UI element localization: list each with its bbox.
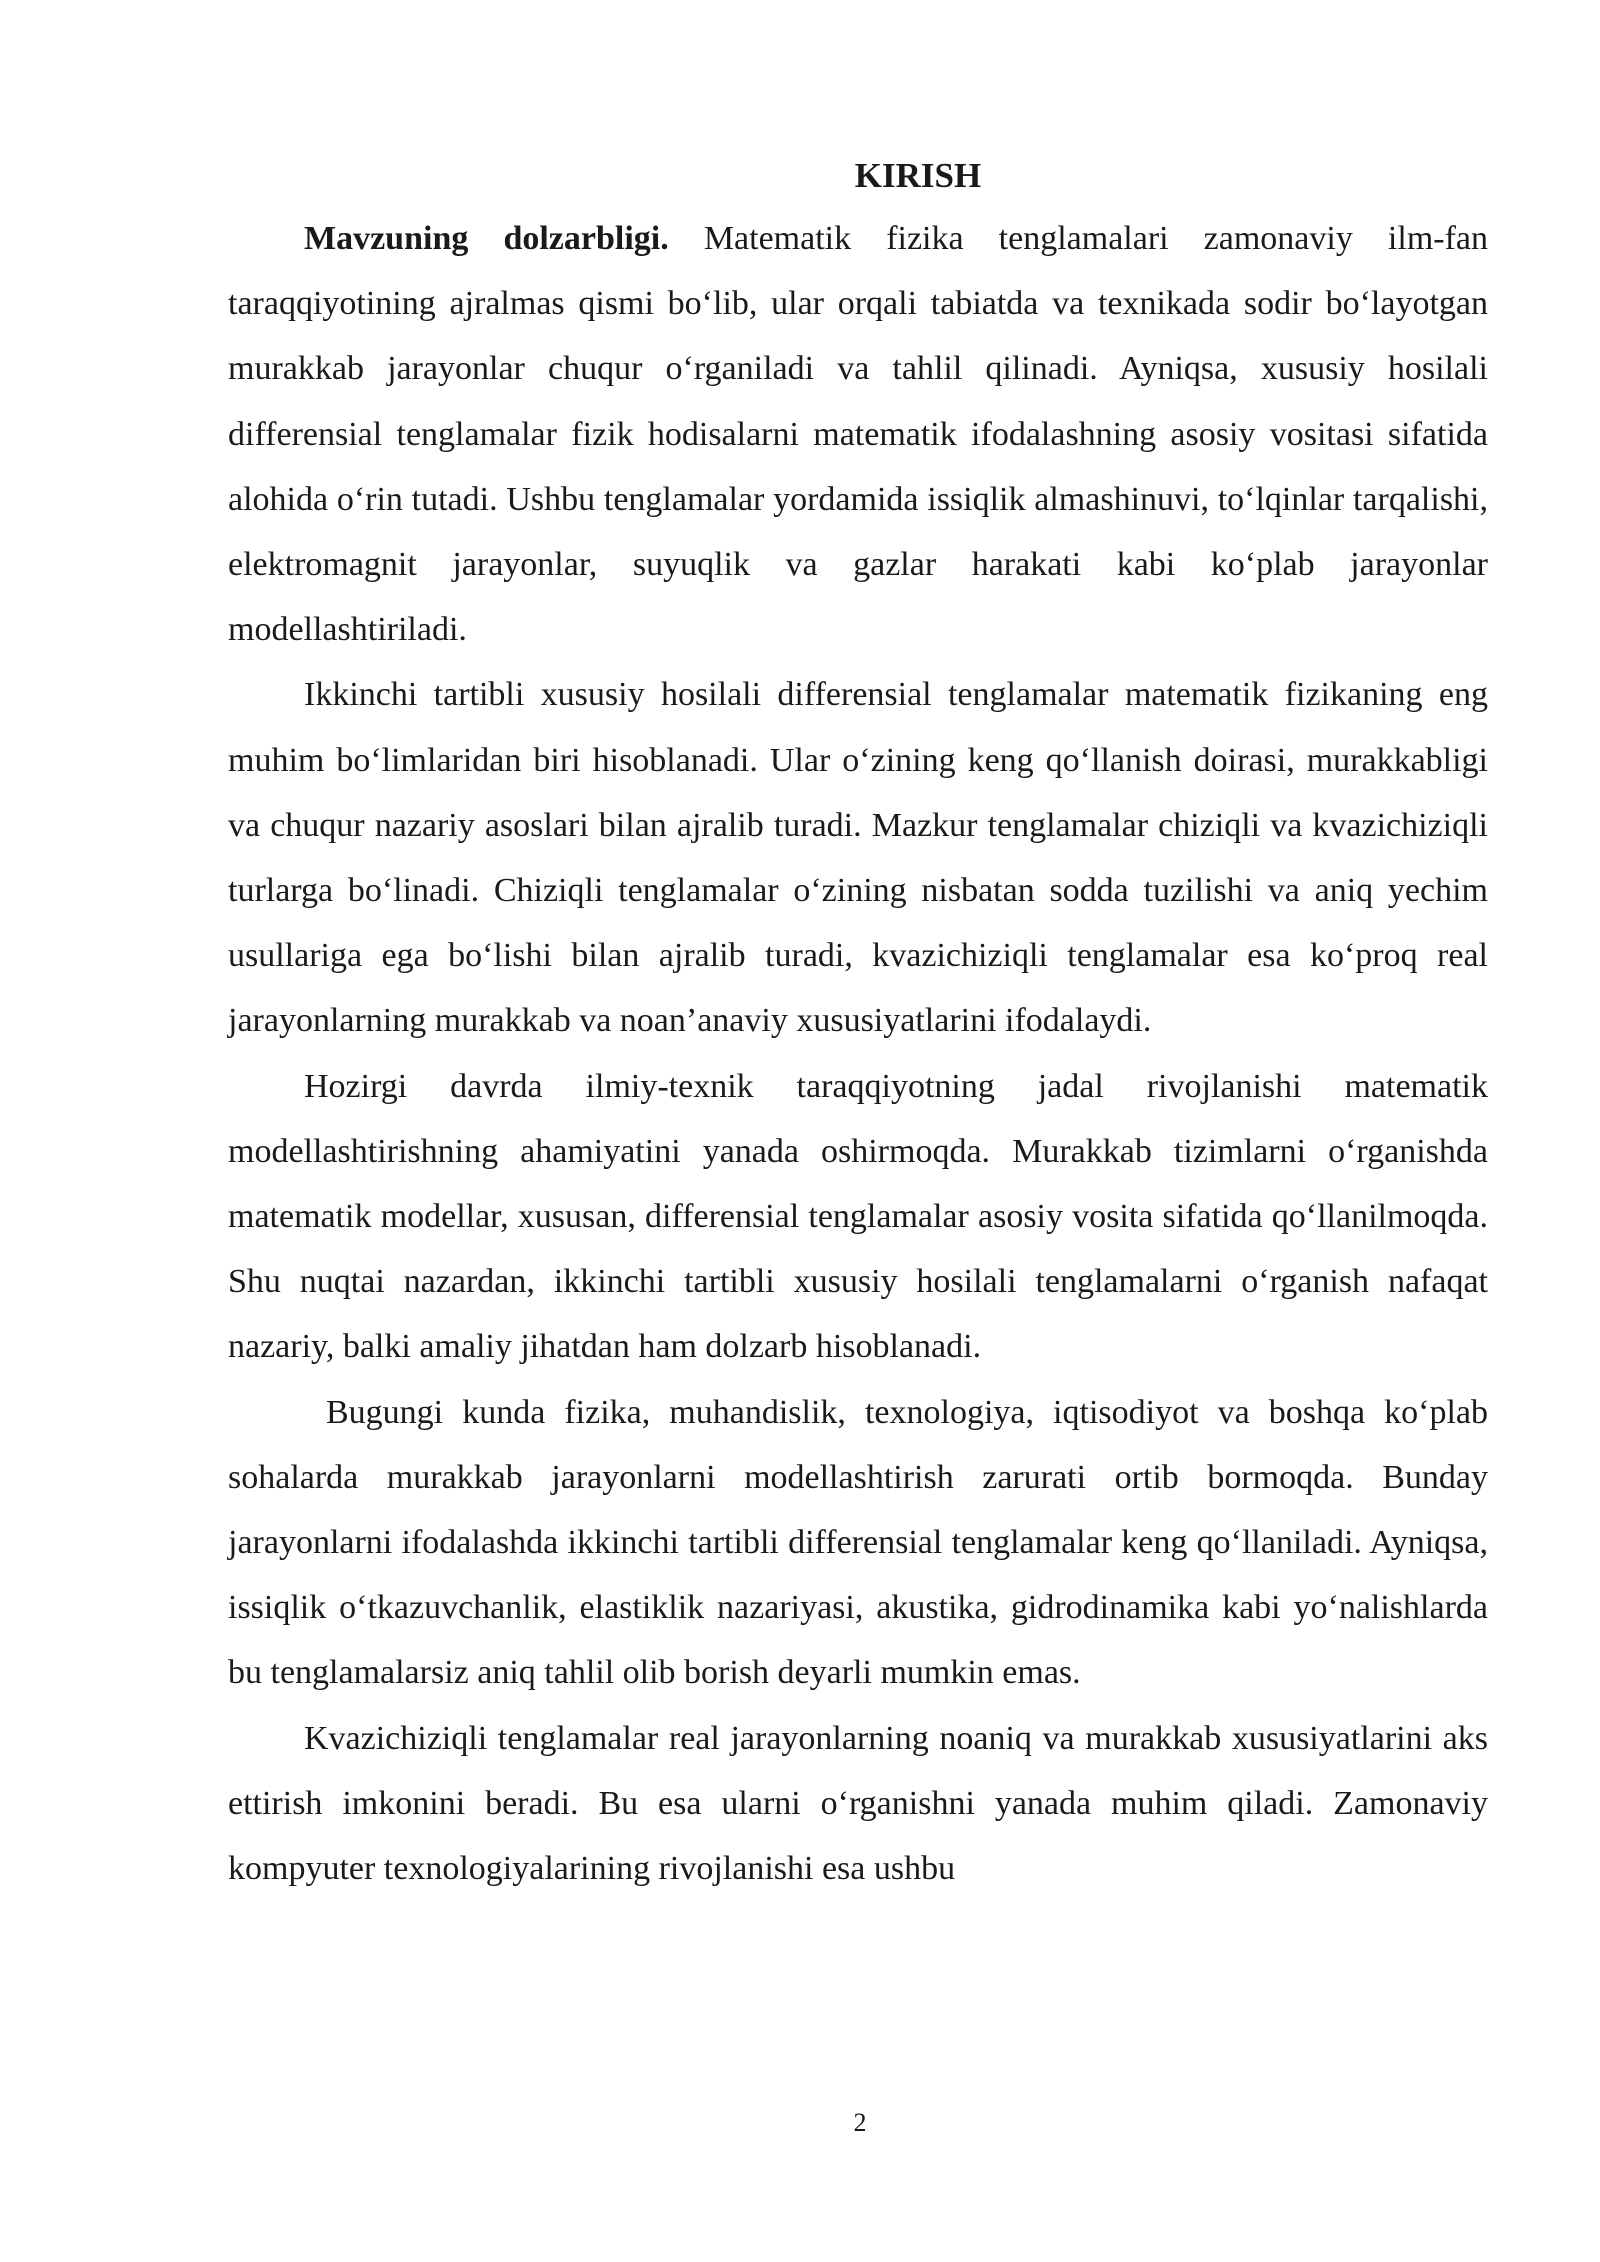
paragraph-modern-period: Hozirgi davrda ilmiy-texnik taraqqiyotning jadal rivojlanishi matematik modellashtirishning ahamiyatini yanada oshirmoqda. Murakkab tizimlarni o‘rganishda matematik modellar, xususan, differensial tenglamalar asosiy vosita sifatida qo‘llanilmoqda. Shu nuqtai nazardan, ikkinchi tartibli xususiy hosilali tenglamalarni o‘rganish nafaqat nazariy, balki amaliy jihatdan ham dolzarb hisoblanadi. — [228, 1067, 1488, 1366]
paragraph-applications: Bugungi kunda fizika, muhandislik, texnologiya, iqtisodiyot va boshqa ko‘plab sohalarda murakkab jarayonlarni modellashtirish zarurati ortib bormoqda. Bunday jarayonlarni ifodalashda ikkinchi tartibli differensial tenglamalar keng qo‘llaniladi. Ayniqsa, issiqlik o‘tkazuvchanlik, elastiklik nazariyasi, akustika, gidrodinamika kabi yo‘nalishlarda bu tenglamalarsiz aniq tahlil olib borish deyarli mumkin emas. — [228, 1393, 1488, 1692]
lead-heading: Mavzuning dolzarbligi. — [304, 220, 669, 257]
paragraph-second-order-equations: Ikkinchi tartibli xususiy hosilali differensial tenglamalar matematik fizikaning eng muhim bo‘limlaridan biri hisoblanadi. Ular o‘zining keng qo‘llanish doirasi, murakkabligi va chuqur nazariy asoslari bilan ajralib turadi. Mazkur tenglamalar chiziqli va kvazichiziqli turlarga bo‘linadi. Chiziqli tenglamalar o‘zining nisbatan sodda tuzilishi va aniq yechim usullariga ega bo‘lishi bilan ajralib turadi, kvazichiziqli tenglamalar esa ko‘proq real jarayonlarning murakkab va noan’anaviy xususiyatlarini ifodalaydi. — [228, 676, 1488, 1040]
page-content — [228, 146, 1488, 1901]
paragraph-relevance-text: Matematik fizika tenglamalari zamonaviy ilm-fan taraqqiyotining ajralmas qismi bo‘lib, ular orqali tabiatda va texnikada sodir bo‘layotgan murakkab jarayonlar chuqur o‘rganiladi va tahlil qilinadi. Ayniqsa, xususiy hosilali differensial tenglamalar fizik hodisalarni matematik ifodalashning asosiy vositasi sifatida alohida o‘rin tutadi. Ushbu tenglamalar yordamida issiqlik almashinuvi, to‘lqinlar tarqalishi, elektromagnit jarayonlar, suyuqlik va gazlar harakati kabi ko‘plab jarayonlar modellashtiriladi. — [228, 220, 1489, 649]
paragraph-quasilinear: Kvazichiziqli tenglamalar real jarayonlarning noaniq va murakkab xususiyatlarini aks ettirish imkonini beradi. Bu esa ularni o‘rganishni yanada muhim qiladi. Zamonaviy kompyuter texnologiyalarining rivojlanishi esa ushbu — [228, 1719, 1488, 1888]
page-number: 2 — [853, 2108, 867, 2137]
paragraph-relevance — [228, 206, 1488, 662]
section-title: KIRISH — [854, 156, 982, 195]
